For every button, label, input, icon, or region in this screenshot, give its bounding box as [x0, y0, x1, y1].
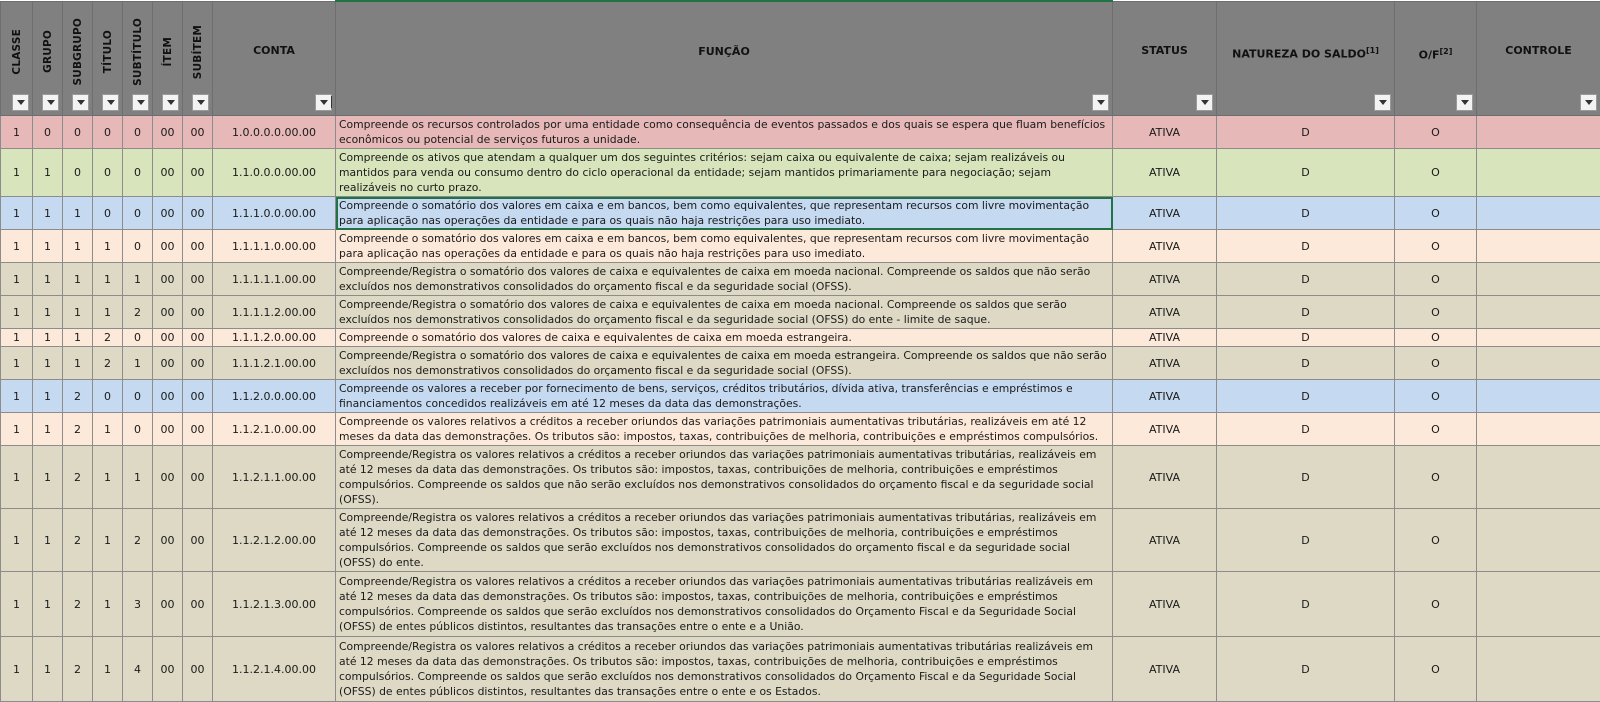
table-row — [1, 347, 1600, 380]
cell-status[interactable]: ATIVA — [1113, 230, 1217, 263]
cell-item[interactable]: 00 — [153, 149, 183, 197]
cell-titulo[interactable]: 1 — [93, 446, 123, 509]
header-classe[interactable] — [1, 1, 33, 116]
cell-subgrupo[interactable]: 1 — [63, 230, 93, 263]
cell-status[interactable]: ATIVA — [1113, 116, 1217, 149]
cell-subgrupo[interactable]: 2 — [63, 637, 93, 702]
cell-status[interactable]: ATIVA — [1113, 509, 1217, 572]
cell-conta[interactable]: 1.1.2.1.1.00.00 — [213, 446, 336, 509]
cell-classe[interactable]: 1 — [1, 263, 33, 296]
cell-titulo[interactable]: 2 — [93, 329, 123, 347]
cell-of[interactable]: O — [1395, 446, 1477, 509]
cell-titulo[interactable]: 1 — [93, 637, 123, 702]
cell-natureza[interactable]: D — [1217, 509, 1395, 572]
cell-conta[interactable]: 1.1.2.1.2.00.00 — [213, 509, 336, 572]
cell-status[interactable]: ATIVA — [1113, 263, 1217, 296]
filter-dropdown-icon[interactable] — [192, 94, 209, 111]
cell-titulo[interactable]: 0 — [93, 197, 123, 230]
cell-controle[interactable] — [1477, 413, 1600, 446]
cell-controle[interactable] — [1477, 116, 1600, 149]
cell-classe[interactable]: 1 — [1, 380, 33, 413]
table-body — [1, 116, 1600, 702]
filter-dropdown-icon[interactable] — [12, 94, 29, 111]
cell-funcao[interactable]: Compreende/Registra os valores relativos a créditos a receber oriundos das variações patrimoniais aumentativas tributárias, realizáveis em até 12 meses da data das demonstrações. Os tributos são: impostos, taxas, contribuições de melhoria, contribuições e empréstimos compulsórios. Compreende os saldos que não serão excluídos nos demonstrativos consolidados do orçamento fiscal e da seguridade social (OFSS). — [336, 446, 1113, 509]
table-row — [1, 413, 1600, 446]
cell-of[interactable]: O — [1395, 263, 1477, 296]
cell-controle[interactable] — [1477, 197, 1600, 230]
cell-grupo[interactable]: 1 — [33, 230, 63, 263]
header-titulo[interactable] — [93, 1, 123, 116]
cell-conta[interactable]: 1.1.2.1.4.00.00 — [213, 637, 336, 702]
cell-controle[interactable] — [1477, 149, 1600, 197]
header-status[interactable] — [1113, 1, 1217, 116]
cell-grupo[interactable]: 1 — [33, 296, 63, 329]
table-row — [1, 446, 1600, 509]
cell-titulo[interactable]: 1 — [93, 230, 123, 263]
cell-subitem[interactable]: 00 — [183, 149, 213, 197]
cell-controle[interactable] — [1477, 572, 1600, 637]
header-conta-label: CONTA — [213, 44, 335, 57]
footnote-2[interactable]: [2] — [1440, 47, 1453, 56]
cell-grupo[interactable]: 1 — [33, 572, 63, 637]
cell-status[interactable]: ATIVA — [1113, 446, 1217, 509]
header-controle-label: CONTROLE — [1477, 44, 1600, 57]
header-of-label: O/F — [1419, 49, 1440, 62]
cell-subgrupo[interactable]: 2 — [63, 509, 93, 572]
cell-titulo[interactable]: 0 — [93, 116, 123, 149]
cell-of[interactable]: O — [1395, 149, 1477, 197]
cell-subitem[interactable]: 00 — [183, 380, 213, 413]
cell-funcao[interactable]: Compreende o somatório dos valores em caixa e em bancos, bem como equivalentes, que representam recursos com livre movimentação para aplicação nas operações da entidade e para os quais não haja restrições para uso imediato. — [336, 197, 1113, 230]
cell-titulo[interactable]: 0 — [93, 380, 123, 413]
cell-subitem[interactable]: 00 — [183, 230, 213, 263]
cell-subtitulo[interactable]: 1 — [123, 263, 153, 296]
cell-subitem[interactable]: 00 — [183, 329, 213, 347]
table-row — [1, 296, 1600, 329]
table-row — [1, 149, 1600, 197]
header-funcao-label: FUNÇÃO — [336, 45, 1112, 58]
cell-controle[interactable] — [1477, 347, 1600, 380]
cell-status[interactable]: ATIVA — [1113, 413, 1217, 446]
cell-item[interactable]: 00 — [153, 296, 183, 329]
cell-classe[interactable]: 1 — [1, 197, 33, 230]
cell-subgrupo[interactable]: 0 — [63, 116, 93, 149]
cell-item[interactable]: 00 — [153, 446, 183, 509]
cell-natureza[interactable]: D — [1217, 296, 1395, 329]
cell-status[interactable]: ATIVA — [1113, 197, 1217, 230]
cell-subitem[interactable]: 00 — [183, 509, 213, 572]
cell-subgrupo[interactable]: 2 — [63, 572, 93, 637]
header-of-wrap — [1395, 47, 1476, 62]
table-row — [1, 572, 1600, 637]
cell-subgrupo[interactable]: 1 — [63, 296, 93, 329]
cell-grupo[interactable]: 1 — [33, 347, 63, 380]
cell-grupo[interactable]: 1 — [33, 329, 63, 347]
cell-of[interactable]: O — [1395, 116, 1477, 149]
cell-conta[interactable]: 1.1.1.1.1.00.00 — [213, 263, 336, 296]
cell-funcao[interactable]: Compreende os ativos que atendam a qualquer um dos seguintes critérios: sejam caixa ou equivalente de caixa; sejam realizáveis ou mantidos para venda ou consumo dentro do ciclo operacional da entidade; sejam mantidos primariamente para negociação; sejam realizáveis no curto prazo. — [336, 149, 1113, 197]
cell-conta[interactable]: 1.1.1.2.1.00.00 — [213, 347, 336, 380]
header-row — [1, 1, 1600, 116]
cell-grupo[interactable]: 1 — [33, 446, 63, 509]
cell-item[interactable]: 00 — [153, 572, 183, 637]
cell-conta[interactable]: 1.1.1.0.0.00.00 — [213, 197, 336, 230]
cell-subgrupo[interactable]: 1 — [63, 347, 93, 380]
cell-status[interactable]: ATIVA — [1113, 380, 1217, 413]
cell-subitem[interactable]: 00 — [183, 572, 213, 637]
cell-natureza[interactable]: D — [1217, 230, 1395, 263]
footnote-1[interactable]: [1] — [1366, 46, 1379, 55]
header-classe-label: CLASSE — [11, 29, 23, 75]
header-subgrupo[interactable] — [63, 1, 93, 116]
cell-status[interactable]: ATIVA — [1113, 296, 1217, 329]
header-subitem-label: SUBÍTEM — [192, 25, 204, 79]
filter-dropdown-icon[interactable] — [72, 94, 89, 111]
cell-classe[interactable]: 1 — [1, 329, 33, 347]
header-controle[interactable] — [1477, 1, 1600, 116]
cell-subitem[interactable]: 00 — [183, 446, 213, 509]
header-grupo[interactable] — [33, 1, 63, 116]
cell-natureza[interactable]: D — [1217, 263, 1395, 296]
header-item-label: ÍTEM — [162, 37, 174, 67]
cell-grupo[interactable]: 1 — [33, 509, 63, 572]
cell-subtitulo[interactable]: 0 — [123, 116, 153, 149]
cell-subtitulo[interactable]: 1 — [123, 347, 153, 380]
cell-titulo[interactable]: 2 — [93, 347, 123, 380]
cell-item[interactable]: 00 — [153, 197, 183, 230]
cell-item[interactable]: 00 — [153, 263, 183, 296]
cell-subtitulo[interactable]: 0 — [123, 329, 153, 347]
cell-titulo[interactable]: 1 — [93, 509, 123, 572]
cell-item[interactable]: 00 — [153, 509, 183, 572]
cell-classe[interactable]: 1 — [1, 572, 33, 637]
cell-subtitulo[interactable]: 0 — [123, 149, 153, 197]
cell-funcao[interactable]: Compreende/Registra os valores relativos a créditos a receber oriundos das variações patrimoniais aumentativas tributárias realizáveis em até 12 meses da data das demonstrações. Os tributos são: impostos, taxas, contribuições de melhoria, contribuições e empréstimos compulsórios. Compreende os saldos que serão excluídos nos demonstrativos consolidados do Orçamento Fiscal e da Seguridade Social (OFSS) de entes públicos distintos, resultantes das transações entre o ente e a União. — [336, 572, 1113, 637]
cell-classe[interactable]: 1 — [1, 413, 33, 446]
cell-item[interactable]: 00 — [153, 637, 183, 702]
cell-subtitulo[interactable]: 2 — [123, 296, 153, 329]
header-status-label: STATUS — [1113, 44, 1216, 57]
filter-dropdown-icon[interactable] — [1456, 94, 1473, 111]
cell-of[interactable]: O — [1395, 380, 1477, 413]
filter-dropdown-icon[interactable] — [42, 94, 59, 111]
cell-grupo[interactable]: 1 — [33, 637, 63, 702]
filter-dropdown-icon[interactable] — [162, 94, 179, 111]
filter-dropdown-icon[interactable] — [1374, 94, 1391, 111]
cell-controle[interactable] — [1477, 296, 1600, 329]
cell-item[interactable]: 00 — [153, 413, 183, 446]
cell-item[interactable]: 00 — [153, 230, 183, 263]
cell-subgrupo[interactable]: 1 — [63, 329, 93, 347]
cell-natureza[interactable]: D — [1217, 347, 1395, 380]
cell-natureza[interactable]: D — [1217, 149, 1395, 197]
cell-classe[interactable]: 1 — [1, 637, 33, 702]
cell-funcao[interactable]: Compreende o somatório dos valores em caixa e em bancos, bem como equivalentes, que representam recursos com livre movimentação para aplicação nas operações da entidade e para os quais não haja restrições para uso imediato. — [336, 230, 1113, 263]
header-subitem[interactable] — [183, 1, 213, 116]
cell-titulo[interactable]: 1 — [93, 572, 123, 637]
cell-controle[interactable] — [1477, 446, 1600, 509]
cell-natureza[interactable]: D — [1217, 116, 1395, 149]
cell-grupo[interactable]: 1 — [33, 413, 63, 446]
cell-item[interactable]: 00 — [153, 347, 183, 380]
header-titulo-label: TÍTULO — [102, 30, 114, 73]
cell-conta[interactable]: 1.1.0.0.0.00.00 — [213, 149, 336, 197]
cell-conta[interactable]: 1.1.1.2.0.00.00 — [213, 329, 336, 347]
cell-status[interactable]: ATIVA — [1113, 637, 1217, 702]
cell-classe[interactable]: 1 — [1, 347, 33, 380]
cell-funcao[interactable]: Compreende/Registra os valores relativos a créditos a receber oriundos das variações patrimoniais aumentativas tributárias realizáveis em até 12 meses da data das demonstrações. Os tributos são: impostos, taxas, contribuições de melhoria, contribuições e empréstimos compulsórios. Compreende os saldos que serão excluídos nos demonstrativos consolidados do Orçamento Fiscal e da Seguridade Social (OFSS) de entes públicos distintos, resultantes das transações entre o ente e os Estados. — [336, 637, 1113, 702]
cell-item[interactable]: 00 — [153, 380, 183, 413]
cell-subtitulo[interactable]: 0 — [123, 197, 153, 230]
cell-controle[interactable] — [1477, 263, 1600, 296]
cell-subitem[interactable]: 00 — [183, 413, 213, 446]
cell-status[interactable]: ATIVA — [1113, 572, 1217, 637]
cell-titulo[interactable]: 1 — [93, 263, 123, 296]
table-row — [1, 380, 1600, 413]
cell-controle[interactable] — [1477, 637, 1600, 702]
cell-subgrupo[interactable]: 1 — [63, 197, 93, 230]
header-natureza-wrap — [1217, 46, 1394, 61]
cell-controle[interactable] — [1477, 380, 1600, 413]
cell-status[interactable]: ATIVA — [1113, 329, 1217, 347]
filter-dropdown-icon[interactable] — [1580, 94, 1597, 111]
sort-filter-icon[interactable] — [315, 94, 332, 111]
cell-funcao[interactable]: Compreende os recursos controlados por uma entidade como consequência de eventos passados e dos quais se espera que fluam benefícios econômicos ou potencial de serviços futuros a unidade. — [336, 116, 1113, 149]
cell-classe[interactable]: 1 — [1, 446, 33, 509]
cell-of[interactable]: O — [1395, 197, 1477, 230]
cell-funcao[interactable]: Compreende os valores relativos a créditos a receber oriundos das variações patrimoniais aumentativas tributárias, realizáveis em até 12 meses da data das demonstrações. Os tributos são: impostos, taxas, contribuições de melhoria, contribuições e empréstimos compulsórios. — [336, 413, 1113, 446]
cell-subitem[interactable]: 00 — [183, 116, 213, 149]
cell-natureza[interactable]: D — [1217, 572, 1395, 637]
table-row — [1, 509, 1600, 572]
cell-subitem[interactable]: 00 — [183, 347, 213, 380]
header-item[interactable] — [153, 1, 183, 116]
cell-conta[interactable]: 1.1.1.1.0.00.00 — [213, 230, 336, 263]
header-conta[interactable] — [213, 1, 336, 116]
table-row — [1, 116, 1600, 149]
cell-controle[interactable] — [1477, 329, 1600, 347]
cell-of[interactable]: O — [1395, 572, 1477, 637]
table-row — [1, 329, 1600, 347]
cell-subtitulo[interactable]: 3 — [123, 572, 153, 637]
cell-of[interactable]: O — [1395, 347, 1477, 380]
cell-natureza[interactable]: D — [1217, 197, 1395, 230]
cell-grupo[interactable]: 1 — [33, 197, 63, 230]
cell-status[interactable]: ATIVA — [1113, 347, 1217, 380]
cell-subgrupo[interactable]: 2 — [63, 380, 93, 413]
table-row — [1, 230, 1600, 263]
cell-natureza[interactable]: D — [1217, 329, 1395, 347]
cell-of[interactable]: O — [1395, 329, 1477, 347]
header-subtitulo[interactable] — [123, 1, 153, 116]
cell-of[interactable]: O — [1395, 637, 1477, 702]
cell-classe[interactable]: 1 — [1, 116, 33, 149]
cell-natureza[interactable]: D — [1217, 446, 1395, 509]
cell-classe[interactable]: 1 — [1, 149, 33, 197]
cell-subtitulo[interactable]: 0 — [123, 230, 153, 263]
cell-subtitulo[interactable]: 0 — [123, 413, 153, 446]
header-subtitulo-label: SUBTÍTULO — [132, 18, 144, 86]
cell-controle[interactable] — [1477, 509, 1600, 572]
cell-titulo[interactable]: 1 — [93, 296, 123, 329]
cell-classe[interactable]: 1 — [1, 296, 33, 329]
cell-subgrupo[interactable]: 1 — [63, 263, 93, 296]
cell-conta[interactable]: 1.1.1.1.2.00.00 — [213, 296, 336, 329]
table-row — [1, 197, 1600, 230]
cell-classe[interactable]: 1 — [1, 509, 33, 572]
cell-funcao[interactable]: Compreende/Registra o somatório dos valores de caixa e equivalentes de caixa em moeda nacional. Compreende os saldos que não serão excluídos nos demonstrativos consolidados do orçamento fiscal e da seguridade social (OFSS). — [336, 263, 1113, 296]
cell-subgrupo[interactable]: 2 — [63, 446, 93, 509]
cell-conta[interactable]: 1.1.2.1.3.00.00 — [213, 572, 336, 637]
filter-dropdown-icon[interactable] — [1196, 94, 1213, 111]
cell-funcao[interactable]: Compreende/Registra os valores relativos a créditos a receber oriundos das variações patrimoniais aumentativas tributárias, realizáveis em até 12 meses da data das demonstrações. Os tributos são: impostos, taxas, contribuições de melhoria, contribuições e empréstimos compulsórios. Compreende os saldos que serão excluídos nos demonstrativos consolidados do orçamento fiscal e da seguridade social (OFSS) do ente. — [336, 509, 1113, 572]
cell-natureza[interactable]: D — [1217, 637, 1395, 702]
filter-dropdown-icon[interactable] — [1092, 94, 1109, 111]
cell-grupo[interactable]: 0 — [33, 116, 63, 149]
header-subgrupo-label: SUBGRUPO — [72, 18, 84, 86]
header-of[interactable] — [1395, 1, 1477, 116]
cell-grupo[interactable]: 1 — [33, 380, 63, 413]
cell-subitem[interactable]: 00 — [183, 263, 213, 296]
cell-natureza[interactable]: D — [1217, 413, 1395, 446]
table-row — [1, 637, 1600, 702]
cell-natureza[interactable]: D — [1217, 380, 1395, 413]
cell-subtitulo[interactable]: 2 — [123, 509, 153, 572]
cell-funcao[interactable]: Compreende/Registra o somatório dos valores de caixa e equivalentes de caixa em moeda nacional. Compreende os saldos que serão excluídos nos demonstrativos consolidados do orçamento fiscal e da seguridade social (OFSS) do ente - limite de saque. — [336, 296, 1113, 329]
cell-subtitulo[interactable]: 4 — [123, 637, 153, 702]
table-row — [1, 263, 1600, 296]
cell-subtitulo[interactable]: 1 — [123, 446, 153, 509]
cell-of[interactable]: O — [1395, 413, 1477, 446]
filter-dropdown-icon[interactable] — [102, 94, 119, 111]
cell-titulo[interactable]: 1 — [93, 413, 123, 446]
cell-status[interactable]: ATIVA — [1113, 149, 1217, 197]
cell-classe[interactable]: 1 — [1, 230, 33, 263]
cell-of[interactable]: O — [1395, 509, 1477, 572]
header-grupo-label: GRUPO — [42, 30, 54, 73]
cell-subgrupo[interactable]: 2 — [63, 413, 93, 446]
cell-controle[interactable] — [1477, 230, 1600, 263]
cell-of[interactable]: O — [1395, 230, 1477, 263]
cell-conta[interactable]: 1.1.2.1.0.00.00 — [213, 413, 336, 446]
cell-of[interactable]: O — [1395, 296, 1477, 329]
cell-subitem[interactable]: 00 — [183, 197, 213, 230]
header-natureza[interactable] — [1217, 1, 1395, 116]
cell-titulo[interactable]: 0 — [93, 149, 123, 197]
cell-subtitulo[interactable]: 0 — [123, 380, 153, 413]
cell-funcao[interactable]: Compreende o somatório dos valores de caixa e equivalentes de caixa em moeda estrangeira. — [336, 329, 1113, 347]
cell-subitem[interactable]: 00 — [183, 296, 213, 329]
cell-grupo[interactable]: 1 — [33, 263, 63, 296]
cell-conta[interactable]: 1.0.0.0.0.00.00 — [213, 116, 336, 149]
cell-item[interactable]: 00 — [153, 116, 183, 149]
cell-funcao[interactable]: Compreende os valores a receber por fornecimento de bens, serviços, créditos tributários, dívida ativa, transferências e empréstimos e financiamentos concedidos realizáveis em até 12 meses da data das demonstrações. — [336, 380, 1113, 413]
header-natureza-label: NATUREZA DO SALDO — [1232, 48, 1366, 61]
cell-subgrupo[interactable]: 0 — [63, 149, 93, 197]
header-funcao[interactable] — [336, 1, 1113, 116]
filter-dropdown-icon[interactable] — [132, 94, 149, 111]
cell-subitem[interactable]: 00 — [183, 637, 213, 702]
cell-grupo[interactable]: 1 — [33, 149, 63, 197]
cell-item[interactable]: 00 — [153, 329, 183, 347]
cell-funcao[interactable]: Compreende/Registra o somatório dos valores de caixa e equivalentes de caixa em moeda estrangeira. Compreende os saldos que não serão excluídos nos demonstrativos consolidados do orçamento fiscal e da seguridade social (OFSS). — [336, 347, 1113, 380]
cell-conta[interactable]: 1.1.2.0.0.00.00 — [213, 380, 336, 413]
